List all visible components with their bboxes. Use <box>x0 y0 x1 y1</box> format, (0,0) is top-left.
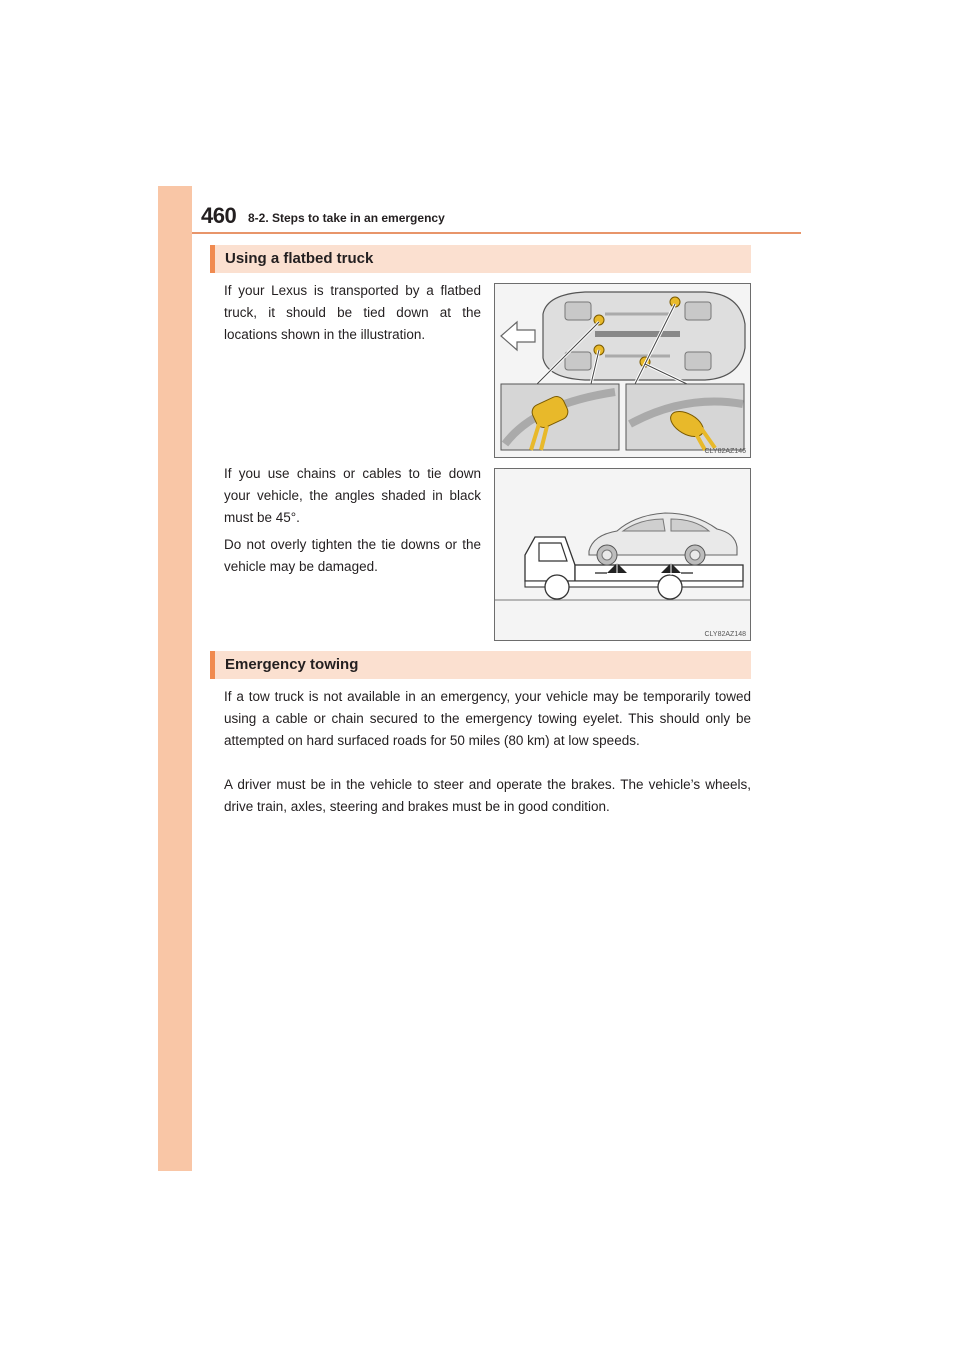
heading-emergency-towing-text: Emergency towing <box>225 656 359 673</box>
towing-para-driver-required: A driver must be in the vehicle to steer and operate the brakes. The vehicle’s wheels, drive train, axles, steering and brakes must be in good condition. <box>224 777 751 814</box>
figure-code-1: CLY82AZ146 <box>704 448 746 455</box>
flatbed-truck-illustration <box>495 469 750 640</box>
figure-code-2: CLY82AZ148 <box>704 631 746 638</box>
heading-emergency-towing <box>210 651 751 679</box>
flatbed-para-chain-angles: If you use chains or cables to tie down your vehicle, the angles shaded in black must be 45°. <box>224 466 481 525</box>
chapter-sidebar-tab <box>158 186 192 1171</box>
towing-para-temporary-towing: If a tow truck is not available in an emergency, your vehicle may be temporarily towed using a cable or chain secured to the emergency towing eyelet. This should only be attempted on hard surfaced roads for 50 miles (80 km) at low speeds. <box>224 689 751 748</box>
figure-flatbed-truck <box>494 468 751 641</box>
flatbed-para-overtighten-warning: Do not overly tighten the tie downs or the vehicle may be damaged. <box>224 537 481 574</box>
truck-front-wheel <box>545 575 569 599</box>
underbody-illustration <box>495 284 750 457</box>
header-rule <box>192 232 801 234</box>
heading-flatbed-truck <box>210 245 751 273</box>
section-title: 8-2. Steps to take in an emergency <box>248 211 445 225</box>
flatbed-para-tie-down-locations: If your Lexus is transported by a flatbed truck, it should be tied down at the locations shown in the illustration. <box>224 283 481 342</box>
page-number: 460 <box>201 203 237 228</box>
figure-tie-down-locations <box>494 283 751 458</box>
heading-flatbed-truck-text: Using a flatbed truck <box>225 250 374 267</box>
truck-rear-wheel <box>658 575 682 599</box>
